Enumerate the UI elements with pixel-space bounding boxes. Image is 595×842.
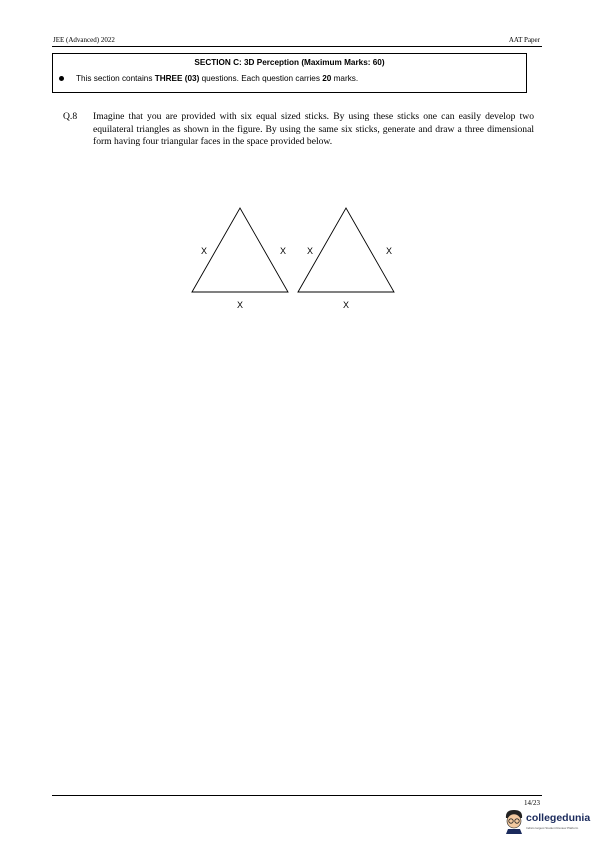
footer-rule [52, 795, 542, 796]
section-box [52, 53, 527, 93]
page-number: 14/23 [524, 799, 540, 807]
page-header-right: AAT Paper [508, 36, 540, 44]
label-left-left: X [200, 246, 208, 256]
triangles-figure [180, 200, 420, 315]
brand-tagline: India's largest Student Review Platform [526, 826, 579, 830]
instruction-text: This section contains THREE (03) questions. Each question carries 20 marks. [76, 74, 359, 83]
brand-name: collegedunia [526, 812, 591, 824]
header-rule [52, 46, 542, 47]
section-title: SECTION C: 3D Perception (Maximum Marks: 60) [194, 58, 385, 67]
label-left-bottom: X [236, 300, 244, 310]
question-number: Q.8 [63, 111, 78, 122]
mascot-icon [503, 808, 525, 834]
label-right-right: X [385, 246, 393, 256]
label-left-right: X [279, 246, 287, 256]
bullet-icon [59, 76, 64, 81]
label-right-bottom: X [342, 300, 350, 310]
section-instruction [59, 74, 358, 83]
collegedunia-logo [503, 806, 593, 840]
question-text: Imagine that you are provided with six equal sized sticks. By using these sticks one can easily develop two equilateral triangles as shown in the figure. By using the same six sticks, generate and draw a three dimensional form having four triangular faces in the space provided below. [93, 111, 534, 147]
label-right-left: X [306, 246, 314, 256]
page-header-left: JEE (Advanced) 2022 [53, 36, 115, 44]
